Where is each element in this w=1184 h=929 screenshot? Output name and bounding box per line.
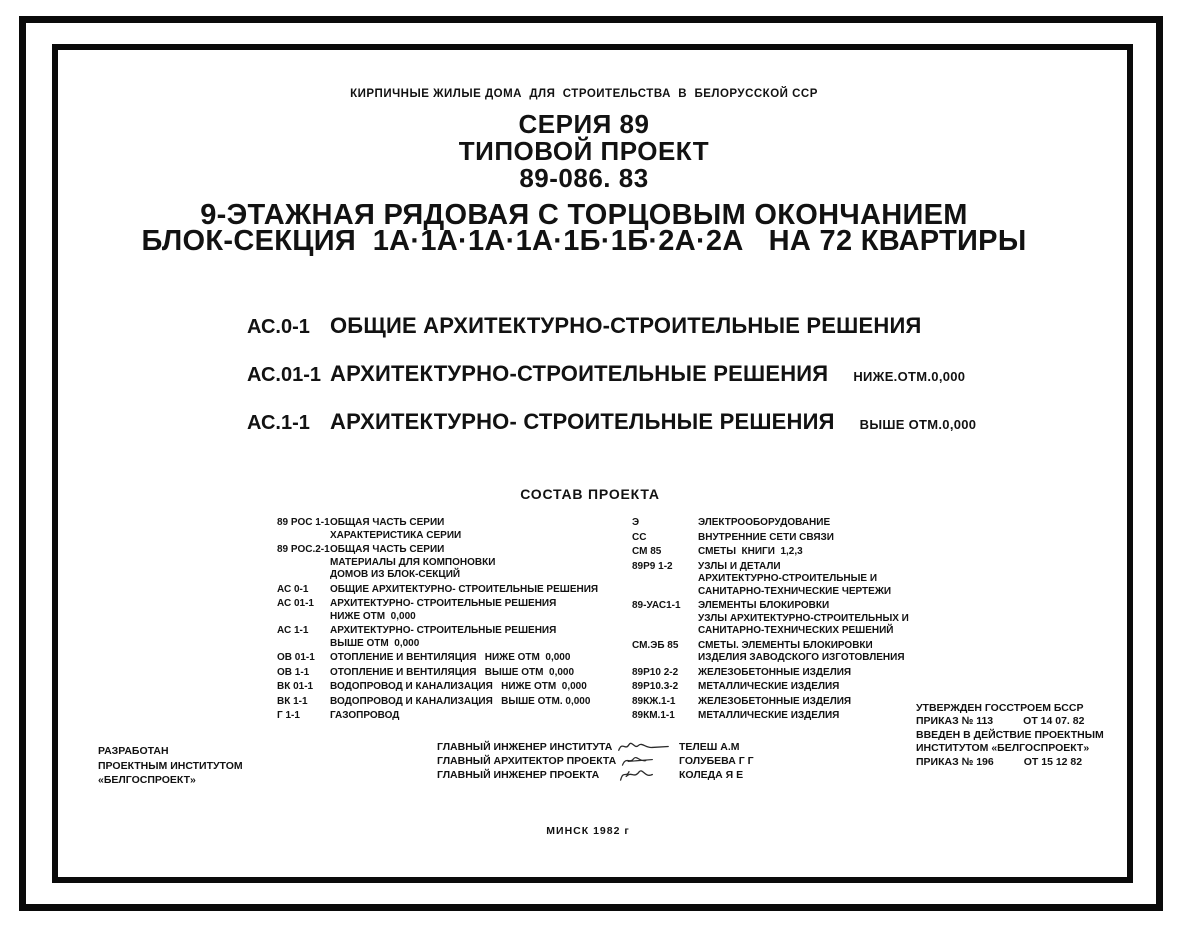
part-code: СМ 85 <box>632 546 662 557</box>
album-list <box>247 313 1127 457</box>
composition-right-column <box>632 517 967 725</box>
part-title-line: ЭЛЕМЕНТЫ БЛОКИРОВКИ <box>698 600 830 611</box>
part-row <box>277 667 612 680</box>
signature-role: ГЛАВНЫЙ ИНЖЕНЕР ПРОЕКТА <box>437 769 600 782</box>
part-code: 89Р9 1-2 <box>632 560 673 572</box>
part-title-line: ВНУТРЕННИЕ СЕТИ СВЯЗИ <box>698 531 834 543</box>
part-code: СС <box>632 531 647 543</box>
composition-left-column <box>277 517 612 725</box>
album-code: АС.0-1 <box>247 316 310 338</box>
album-code: АС.1-1 <box>247 412 310 434</box>
part-title-line: ГАЗОПРОВОД <box>330 710 400 721</box>
part-row <box>277 696 612 709</box>
part-title-line: ХАРАКТЕРИСТИКА СЕРИИ <box>330 529 462 541</box>
series-title: СЕРИЯ 89 <box>518 109 650 139</box>
album-note: ВЫШЕ ОТМ.0,000 <box>859 417 977 432</box>
part-code: ВК 01-1 <box>277 681 314 692</box>
part-title <box>698 681 839 694</box>
part-code: ОВ 1-1 <box>277 666 310 678</box>
part-title-line: ВЫШЕ ОТМ 0,000 <box>330 637 420 649</box>
album-row <box>247 313 1127 339</box>
part-code: АС 0-1 <box>277 583 309 595</box>
signature-name: ТЕЛЕШ А.М <box>679 741 740 753</box>
approval-effective-2: ИНСТИТУТОМ «БЕЛГОСПРОЕКТ» <box>916 742 1090 755</box>
part-title-line: УЗЛЫ АРХИТЕКТУРНО-СТРОИТЕЛЬНЫХ И <box>698 612 909 624</box>
part-title-line: АРХИТЕКТУРНО-СТРОИТЕЛЬНЫЕ И <box>698 573 878 584</box>
approval-effective-1: ВВЕДЕН В ДЕЙСТВИЕ ПРОЕКТНЫМ <box>916 728 1104 741</box>
part-title <box>698 546 803 559</box>
part-title-line: АРХИТЕКТУРНО- СТРОИТЕЛЬНЫЕ РЕШЕНИЯ <box>330 625 557 636</box>
part-row <box>277 625 612 650</box>
album-row <box>247 409 1127 435</box>
signature-role: ГЛАВНЫЙ ИНЖЕНЕР ИНСТИТУТА <box>437 741 613 753</box>
part-title-line: ОТОПЛЕНИЕ И ВЕНТИЛЯЦИЯ НИЖЕ ОТМ 0,000 <box>330 652 571 663</box>
part-title-line: НИЖЕ ОТМ 0,000 <box>330 610 416 622</box>
part-title-line: АРХИТЕКТУРНО- СТРОИТЕЛЬНЫЕ РЕШЕНИЯ <box>330 598 557 609</box>
part-title <box>330 681 587 694</box>
part-code: 89КЖ.1-1 <box>632 695 676 707</box>
signature-block <box>437 741 857 784</box>
part-code: АС 01-1 <box>277 598 314 609</box>
approval-order-2 <box>916 756 1146 769</box>
part-row <box>632 546 967 559</box>
part-title <box>698 696 851 709</box>
part-row <box>277 598 612 623</box>
order-date: ОТ 14 07. 82 <box>1023 715 1085 728</box>
part-row <box>632 667 967 680</box>
part-row <box>632 640 967 665</box>
part-code: ОВ 01-1 <box>277 652 315 663</box>
signature-role: ГЛАВНЫЙ АРХИТЕКТОР ПРОЕКТА <box>437 755 617 768</box>
part-row <box>632 517 967 530</box>
signature-name: ГОЛУБЕВА Г Г <box>679 755 754 768</box>
part-title <box>698 640 905 665</box>
part-row <box>277 710 612 723</box>
part-title <box>698 561 891 599</box>
subtitle-line-1: 9-ЭТАЖНАЯ РЯДОВАЯ С ТОРЦОВЫМ ОКОНЧАНИЕМ <box>200 199 968 231</box>
part-title-line: ЖЕЛЕЗОБЕТОННЫЕ ИЗДЕЛИЯ <box>698 666 852 678</box>
signature-name: КОЛЕДА Я Е <box>679 769 744 782</box>
place-and-year: МИНСК 1982 г <box>546 825 630 837</box>
part-title-line: МЕТАЛЛИЧЕСКИЕ ИЗДЕЛИЯ <box>698 710 840 721</box>
part-row <box>632 561 967 599</box>
part-code: Э <box>632 517 640 528</box>
category-line: КИРПИЧНЫЕ ЖИЛЫЕ ДОМА ДЛЯ СТРОИТЕЛЬСТВА В БЕЛОРУССКОЙ ССР <box>350 88 818 100</box>
part-title-line: ДОМОВ ИЗ БЛОК-СЕКЦИЙ <box>330 569 461 580</box>
part-title-line: ОБЩИЕ АРХИТЕКТУРНО- СТРОИТЕЛЬНЫЕ РЕШЕНИЯ <box>330 583 599 595</box>
part-code: 89-УАС1-1 <box>632 600 681 611</box>
approval-authority: УТВЕРЖДЕН ГОССТРОЕМ БССР <box>916 702 1084 714</box>
doc-type-title: ТИПОВОЙ ПРОЕКТ <box>458 136 710 166</box>
part-title <box>698 710 839 723</box>
approval-order-1 <box>916 715 1146 728</box>
part-title-line: ВОДОПРОВОД И КАНАЛИЗАЦИЯ ВЫШЕ ОТМ. 0,000 <box>330 695 591 707</box>
album-title: АРХИТЕКТУРНО- СТРОИТЕЛЬНЫЕ РЕШЕНИЯ <box>330 409 835 434</box>
signature-row <box>437 769 857 783</box>
part-code: АС 1-1 <box>277 625 309 636</box>
part-code: 89 РОС.2-1 <box>277 544 330 555</box>
part-title-line: ЭЛЕКТРООБОРУДОВАНИЕ <box>698 517 831 528</box>
part-title-line: ОБЩАЯ ЧАСТЬ СЕРИИ <box>330 517 445 528</box>
part-title <box>330 710 399 723</box>
part-row <box>277 517 612 542</box>
part-code: 89Р10 2-2 <box>632 666 679 678</box>
part-title <box>330 544 495 582</box>
album-title: АРХИТЕКТУРНО-СТРОИТЕЛЬНЫЕ РЕШЕНИЯ <box>330 361 829 386</box>
part-row <box>632 532 967 545</box>
part-code: Г 1-1 <box>277 710 300 721</box>
part-code: 89 РОС 1-1 <box>277 517 330 528</box>
part-code: 89Р10.3-2 <box>632 681 679 692</box>
part-title <box>330 598 556 623</box>
part-title <box>698 667 851 680</box>
part-title-line: ЖЕЛЕЗОБЕТОННЫЕ ИЗДЕЛИЯ <box>698 695 852 707</box>
order-date: ОТ 15 12 82 <box>1023 755 1083 768</box>
part-title <box>330 652 570 665</box>
approval-block <box>916 702 1146 769</box>
part-title-line: ОТОПЛЕНИЕ И ВЕНТИЛЯЦИЯ ВЫШЕ ОТМ 0,000 <box>330 666 575 678</box>
subtitle-line-2: БЛОК-СЕКЦИЯ 1А·1А·1А·1А·1Б·1Б·2А·2А НА 72 КВАРТИРЫ <box>141 225 1027 257</box>
album-row <box>247 361 1127 387</box>
part-title-line: СМЕТЫ. ЭЛЕМЕНТЫ БЛОКИРОВКИ <box>698 639 873 651</box>
developer-line: РАЗРАБОТАН <box>98 745 169 757</box>
part-code: ВК 1-1 <box>277 695 308 707</box>
part-title <box>330 667 574 680</box>
part-title-line: САНИТАРНО-ТЕХНИЧЕСКИХ РЕШЕНИЙ <box>698 625 894 636</box>
developer-line: ПРОЕКТНЫМ ИНСТИТУТОМ <box>98 759 243 772</box>
part-title-line: ВОДОПРОВОД И КАНАЛИЗАЦИЯ НИЖЕ ОТМ 0,000 <box>330 681 587 692</box>
part-title-line: САНИТАРНО-ТЕХНИЧЕСКИЕ ЧЕРТЕЖИ <box>698 585 892 597</box>
signature-scribble-icon <box>615 767 671 782</box>
order-label: ПРИКАЗ № 113 <box>916 715 994 728</box>
part-title <box>698 517 830 530</box>
developer-line: «БЕЛГОСПРОЕКТ» <box>98 774 196 786</box>
part-title-line: СМЕТЫ КНИГИ 1,2,3 <box>698 546 803 557</box>
part-row <box>277 652 612 665</box>
part-title <box>698 532 834 545</box>
project-number: 89-086. 83 <box>519 163 649 193</box>
part-code: 89КМ.1-1 <box>632 710 675 721</box>
album-note: НИЖЕ.ОТМ.0,000 <box>853 369 966 384</box>
signature-scribble-icon <box>615 739 671 754</box>
composition-title: СОСТАВ ПРОЕКТА <box>520 486 660 502</box>
part-title-line: ОБЩАЯ ЧАСТЬ СЕРИИ <box>330 544 445 555</box>
signature-scribble-icon <box>615 753 671 768</box>
part-title-line: ИЗДЕЛИЯ ЗАВОДСКОГО ИЗГОТОВЛЕНИЯ <box>698 652 905 663</box>
part-title <box>698 600 909 638</box>
part-row <box>632 600 967 638</box>
part-title <box>330 625 556 650</box>
part-row <box>632 681 967 694</box>
part-title-line: МАТЕРИАЛЫ ДЛЯ КОМПОНОВКИ <box>330 556 496 568</box>
part-title-line: УЗЛЫ И ДЕТАЛИ <box>698 560 781 572</box>
part-code: СМ.ЭБ 85 <box>632 639 679 651</box>
developer-block <box>98 744 318 788</box>
part-row <box>277 544 612 582</box>
part-title-line: МЕТАЛЛИЧЕСКИЕ ИЗДЕЛИЯ <box>698 681 840 692</box>
album-code: АС.01-1 <box>247 364 321 386</box>
album-title: ОБЩИЕ АРХИТЕКТУРНО-СТРОИТЕЛЬНЫЕ РЕШЕНИЯ <box>330 313 922 338</box>
order-label: ПРИКАЗ № 196 <box>916 755 994 768</box>
part-title <box>330 584 598 597</box>
part-row <box>277 584 612 597</box>
part-title <box>330 696 590 709</box>
part-title <box>330 517 461 542</box>
part-row <box>277 681 612 694</box>
